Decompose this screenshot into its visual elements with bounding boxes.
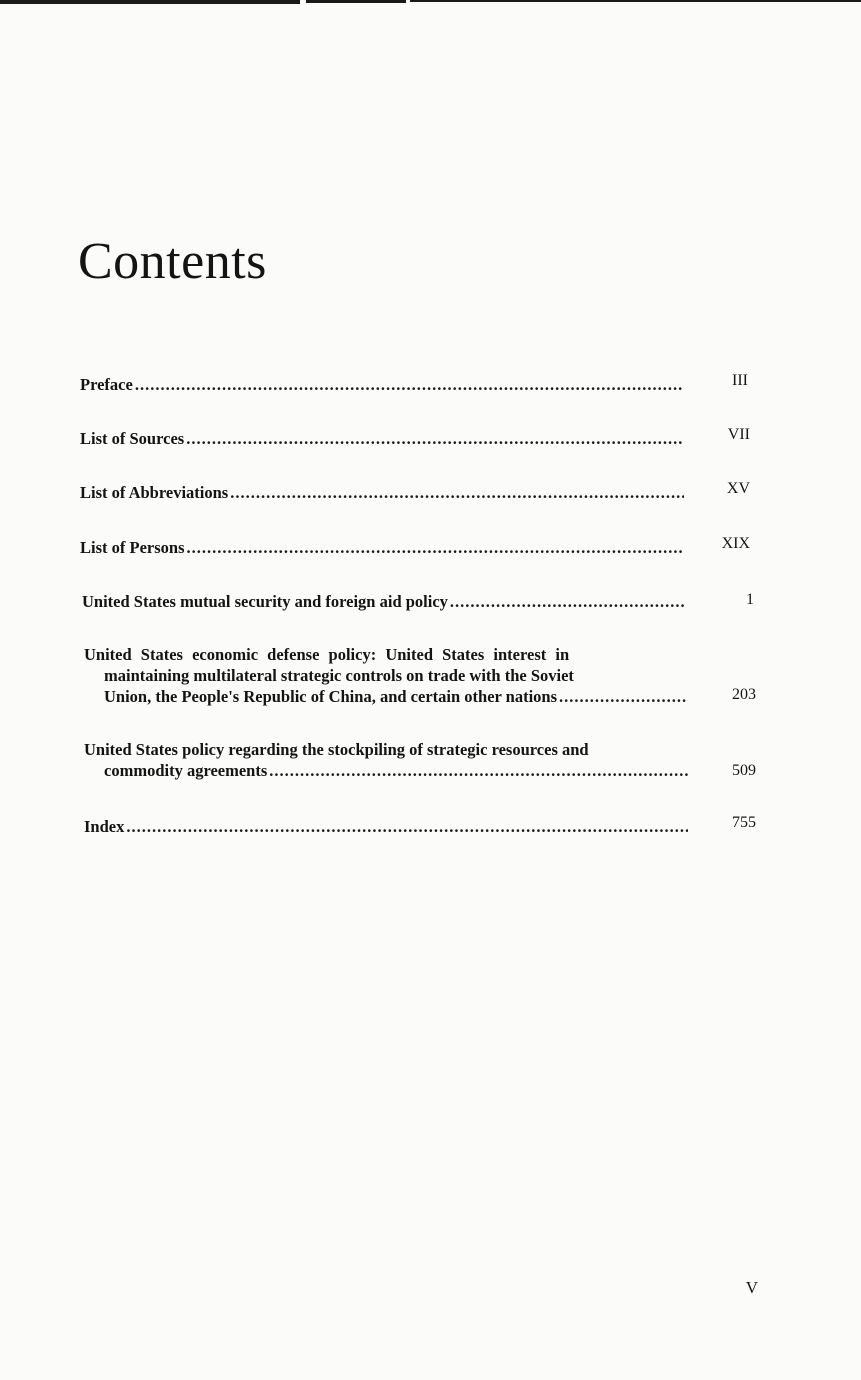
page-title: Contents — [78, 233, 267, 290]
toc-entry-list-of-persons — [80, 537, 752, 558]
top-rule — [0, 0, 861, 4]
toc-entry-title: List of Abbreviations — [80, 483, 229, 502]
top-rule-segment — [0, 0, 300, 4]
toc-entry-economic-defense-policy — [84, 644, 756, 707]
toc-page-number: VII — [727, 426, 750, 443]
toc-entry-title: Index — [84, 817, 125, 836]
toc-entry-title: Preface — [80, 375, 133, 394]
dot-leader — [126, 816, 688, 837]
toc-entry-list-of-abbreviations — [80, 482, 752, 503]
toc-entry-preface — [80, 374, 752, 395]
toc-entry-index — [84, 816, 756, 837]
toc-entry-list-of-sources — [80, 428, 752, 449]
dot-leader — [450, 591, 686, 612]
dot-leader — [230, 482, 684, 503]
dot-leader — [559, 686, 688, 707]
toc-entry-title-line: Union, the People's Republic of China, and certain other nations — [104, 687, 558, 706]
toc-page-number: XIX — [721, 535, 750, 552]
toc-page-number: 509 — [732, 762, 756, 779]
toc-entry-title: List of Sources — [80, 429, 185, 448]
toc-entry-title-line: United States economic defense policy: United States interest in — [84, 645, 570, 664]
toc-page-number: 203 — [732, 686, 756, 703]
toc-entry-title-line: United States policy regarding the stockpiling of strategic resources and — [84, 740, 589, 759]
toc-entry-title: United States mutual security and foreign aid policy — [82, 592, 448, 611]
toc-page-number: 1 — [746, 591, 754, 608]
toc-entry-title-line: maintaining multilateral strategic controls on trade with the Soviet — [104, 666, 574, 685]
toc-entry-stockpiling — [84, 739, 756, 781]
toc-page-number: III — [732, 372, 748, 389]
dot-leader — [187, 537, 685, 558]
dot-leader — [135, 374, 684, 395]
toc-page-number: XV — [726, 480, 750, 497]
top-rule-segment — [306, 0, 406, 3]
toc-entry-title: List of Persons — [80, 538, 185, 557]
toc-page-number: 755 — [732, 814, 756, 831]
toc-entry-title-line: commodity agreements — [104, 761, 268, 780]
dot-leader — [186, 428, 684, 449]
page-folio: V — [745, 1278, 758, 1297]
top-rule-segment — [410, 0, 861, 2]
dot-leader — [269, 760, 688, 781]
toc-entry-mutual-security — [82, 591, 754, 612]
